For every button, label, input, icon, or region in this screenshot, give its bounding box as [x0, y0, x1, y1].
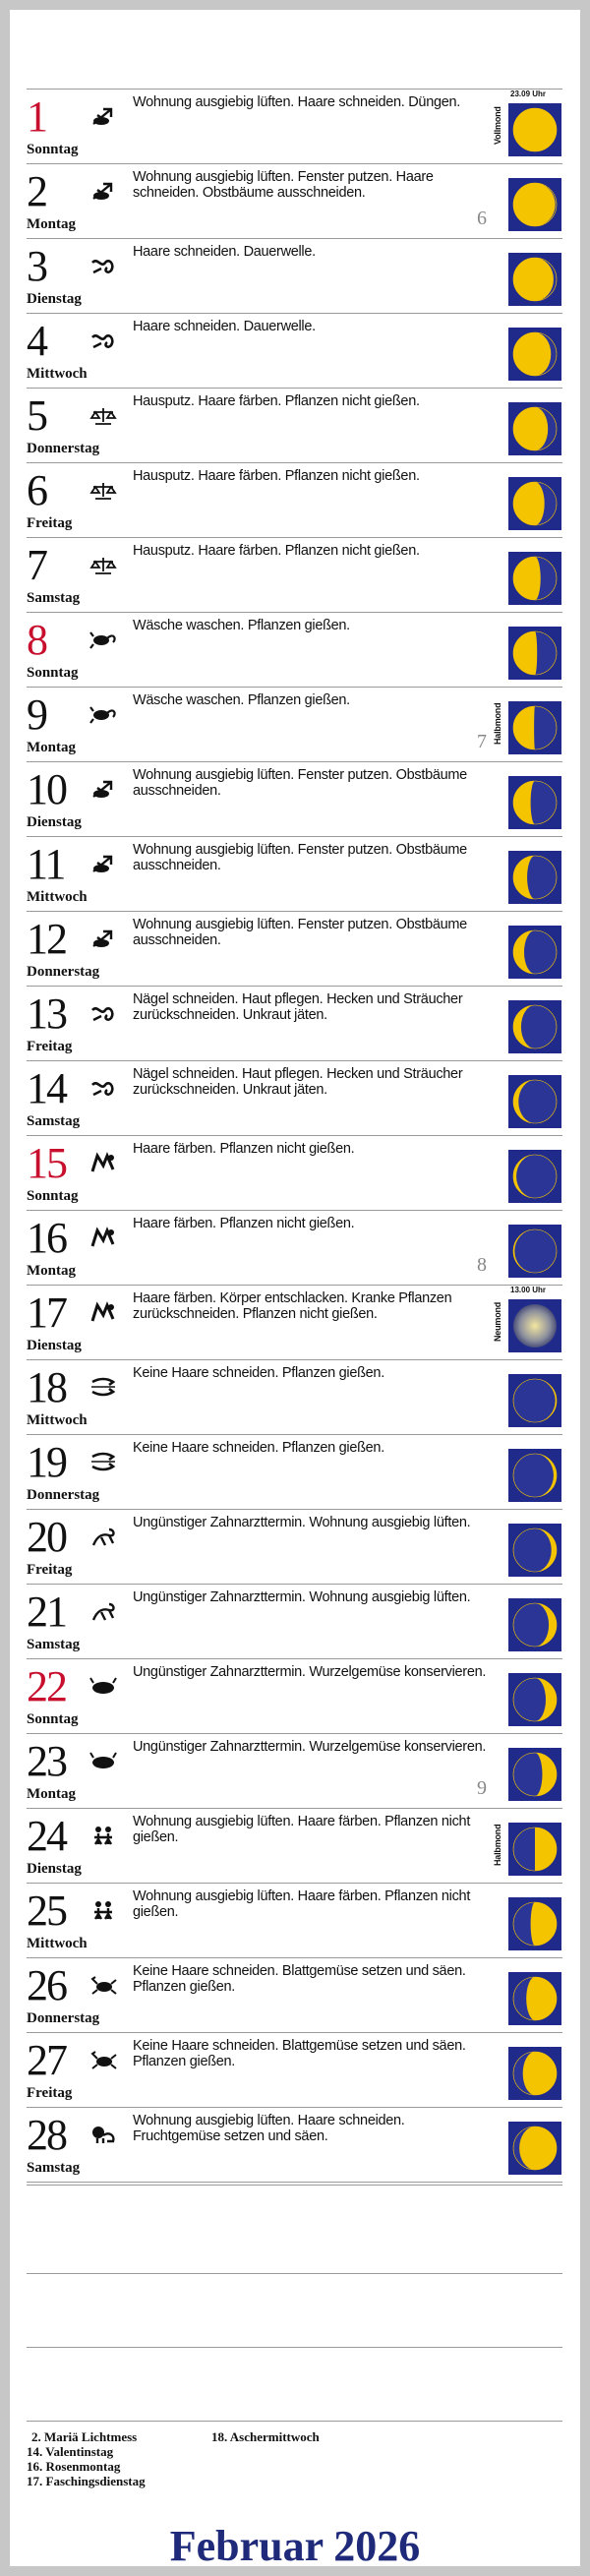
day-number: 15 [27, 1139, 66, 1187]
day-row [27, 463, 562, 538]
day-number: 8 [27, 616, 46, 664]
weekday-label: Sonntag [27, 142, 79, 157]
weekday-label: Mittwoch [27, 1936, 88, 1951]
weekday-label: Samstag [27, 1637, 81, 1652]
day-tip: Hausputz. Haare färben. Pflanzen nicht gießen. [133, 543, 420, 559]
weekday-label: Montag [27, 740, 76, 755]
day-row [27, 688, 562, 762]
day-tip: Wohnung ausgiebig lüften. Fenster putzen. Haare schneiden. Obstbäume ausschneiden. [133, 169, 434, 201]
day-tip: Ungünstiger Zahnarzttermin. Wohnung ausgiebig lüften. [133, 1515, 471, 1530]
day-number: 3 [27, 242, 46, 290]
pisces-icon [88, 1376, 118, 1398]
day-number: 16 [27, 1214, 66, 1262]
day-number: 9 [27, 690, 46, 739]
capricorn-icon [88, 1002, 118, 1024]
day-number: 25 [27, 1887, 66, 1935]
aquarius-icon [88, 1152, 118, 1173]
day-row [27, 1136, 562, 1211]
day-tip: Wohnung ausgiebig lüften. Fenster putzen. Obstbäume ausschneiden. [133, 842, 467, 873]
day-row [27, 1659, 562, 1734]
moon-phase-icon [508, 103, 561, 156]
day-tip: Wäsche waschen. Pflanzen gießen. [133, 618, 350, 633]
moon-phase-icon [508, 2047, 561, 2100]
day-row [27, 239, 562, 314]
day-number: 22 [27, 1662, 66, 1710]
moon-phase-icon [508, 1299, 561, 1352]
blank-line [27, 2185, 562, 2186]
day-tip: Wohnung ausgiebig lüften. Haare schneiden. Fruchtgemüse setzen und säen. [133, 2113, 405, 2144]
capricorn-icon [88, 329, 118, 351]
moon-phase-icon [508, 552, 561, 605]
weekday-label: Dienstag [27, 291, 82, 307]
scorpio-icon [88, 703, 118, 725]
holiday-item: 2. Mariä Lichtmess [31, 2429, 138, 2444]
moon-phase-label: Halbmond [493, 702, 502, 746]
moon-phase-icon [508, 477, 561, 530]
taurus-icon [88, 1675, 118, 1697]
day-tip: Keine Haare schneiden. Blattgemüse setzen und säen. Pflanzen gießen. [133, 1963, 466, 1995]
sagittarius-icon [88, 853, 118, 874]
moon-phase-icon [508, 1972, 561, 2025]
weekday-label: Montag [27, 216, 76, 232]
weekday-label: Montag [27, 1786, 76, 1802]
day-tip: Ungünstiger Zahnarzttermin. Wurzelgemüse konservieren. [133, 1664, 487, 1680]
moon-phase-icon [508, 1225, 561, 1278]
day-number: 5 [27, 391, 46, 440]
moon-phase-label: Vollmond [493, 106, 502, 146]
day-tip: Ungünstiger Zahnarzttermin. Wurzelgemüse konservieren. [133, 1739, 487, 1755]
sagittarius-icon [88, 180, 118, 202]
day-row [27, 2033, 562, 2108]
weekday-label: Dienstag [27, 1861, 82, 1877]
frame-left [0, 0, 10, 2576]
day-row [27, 89, 562, 164]
day-number: 26 [27, 1961, 66, 2009]
day-row [27, 538, 562, 613]
moon-phase-icon [508, 1075, 561, 1128]
scorpio-icon [88, 629, 118, 650]
day-row [27, 1510, 562, 1585]
weekday-label: Mittwoch [27, 889, 88, 905]
frame-top [0, 0, 590, 10]
week-number: 6 [477, 208, 487, 229]
capricorn-icon [88, 255, 118, 276]
day-tip: Nägel schneiden. Haut pflegen. Hecken und Sträucher zurückschneiden. Unkraut jäten. [133, 1066, 463, 1098]
day-row [27, 1435, 562, 1510]
month-title: Februar 2026 [169, 2522, 421, 2570]
day-tip: Haare schneiden. Dauerwelle. [133, 319, 316, 334]
day-tip: Wohnung ausgiebig lüften. Fenster putzen. Obstbäume ausschneiden. [133, 917, 467, 948]
moon-phase-icon [508, 1598, 561, 1651]
weekday-label: Sonntag [27, 1188, 79, 1204]
day-row [27, 1734, 562, 1809]
day-tip: Haare schneiden. Dauerwelle. [133, 244, 316, 260]
day-number: 10 [27, 765, 66, 813]
libra-icon [88, 404, 118, 426]
holiday-list [27, 2421, 562, 2488]
day-row [27, 1061, 562, 1136]
day-number: 23 [27, 1737, 66, 1785]
day-number: 18 [27, 1363, 66, 1411]
day-row [27, 987, 562, 1061]
moon-phase-icon [508, 926, 561, 979]
weekday-label: Donnerstag [27, 441, 100, 456]
day-row [27, 1286, 562, 1360]
day-number: 6 [27, 466, 46, 514]
day-tip: Wohnung ausgiebig lüften. Haare schneiden. Düngen. [133, 94, 460, 110]
day-tip: Hausputz. Haare färben. Pflanzen nicht gießen. [133, 468, 420, 484]
day-number: 17 [27, 1288, 66, 1337]
weekday-label: Sonntag [27, 665, 79, 681]
weekday-label: Donnerstag [27, 964, 100, 980]
moon-phase-time: 13.00 Uhr [510, 1286, 547, 1294]
sagittarius-icon [88, 928, 118, 949]
moon-phase-label: Neumond [493, 1301, 502, 1343]
day-row [27, 314, 562, 389]
day-tip: Wohnung ausgiebig lüften. Haare färben. Pflanzen nicht gießen. [133, 1888, 471, 1920]
day-tip: Keine Haare schneiden. Pflanzen gießen. [133, 1440, 384, 1456]
weekday-label: Mittwoch [27, 366, 88, 382]
aquarius-icon [88, 1227, 118, 1248]
day-number: 12 [27, 915, 66, 963]
moon-phase-icon [508, 701, 561, 754]
day-row [27, 1585, 562, 1659]
holiday-item: 17. Faschingsdienstag [27, 2474, 146, 2488]
moon-phase-icon [508, 1748, 561, 1801]
aries-icon [88, 1600, 118, 1622]
day-tip: Wohnung ausgiebig lüften. Haare färben. Pflanzen nicht gießen. [133, 1814, 471, 1845]
day-row [27, 164, 562, 239]
weekday-label: Freitag [27, 2085, 73, 2101]
weekday-label: Dienstag [27, 814, 82, 830]
aries-icon [88, 1526, 118, 1547]
moon-phase-icon [508, 402, 561, 455]
capricorn-icon [88, 1077, 118, 1099]
holiday-item: 18. Aschermittwoch [211, 2429, 320, 2444]
day-tip: Haare färben. Körper entschlacken. Kranke Pflanzen zurückschneiden. Pflanzen nicht gießen. [133, 1290, 452, 1322]
week-number: 7 [477, 731, 487, 752]
day-number: 20 [27, 1513, 66, 1561]
weekday-label: Freitag [27, 1039, 73, 1054]
day-row [27, 1211, 562, 1286]
day-number: 1 [27, 92, 46, 141]
weekday-label: Freitag [27, 515, 73, 531]
moon-phase-icon [508, 627, 561, 680]
day-row [27, 837, 562, 912]
moon-phase-icon [508, 1524, 561, 1577]
moon-phase-time: 23.09 Uhr [510, 90, 547, 98]
weekday-label: Samstag [27, 2160, 81, 2176]
day-list [27, 89, 562, 2183]
moon-phase-icon [508, 1000, 561, 1053]
cancer-icon [88, 1974, 118, 1996]
day-row [27, 762, 562, 837]
weekday-label: Donnerstag [27, 1487, 100, 1503]
aquarius-icon [88, 1301, 118, 1323]
day-number: 21 [27, 1588, 66, 1636]
moon-phase-icon [508, 2122, 561, 2175]
day-tip: Hausputz. Haare färben. Pflanzen nicht gießen. [133, 393, 420, 409]
libra-icon [88, 479, 118, 501]
day-number: 11 [27, 840, 65, 888]
week-number: 8 [477, 1254, 487, 1276]
day-tip: Nägel schneiden. Haut pflegen. Hecken und Sträucher zurückschneiden. Unkraut jäten. [133, 991, 463, 1023]
day-number: 27 [27, 2036, 66, 2084]
holiday-item: 14. Valentinstag [27, 2444, 114, 2459]
day-number: 28 [27, 2111, 66, 2159]
day-tip: Wäsche waschen. Pflanzen gießen. [133, 692, 350, 708]
moon-phase-icon [508, 1673, 561, 1726]
day-row [27, 389, 562, 463]
day-tip: Keine Haare schneiden. Pflanzen gießen. [133, 1365, 384, 1381]
moon-phase-icon [508, 178, 561, 231]
leo-icon [88, 2124, 118, 2145]
weekday-label: Donnerstag [27, 2010, 100, 2026]
day-row [27, 912, 562, 987]
weekday-label: Montag [27, 1263, 76, 1279]
day-row [27, 1884, 562, 1958]
moon-phase-icon [508, 1897, 561, 1950]
moon-phase-label: Halbmond [493, 1824, 502, 1867]
day-number: 19 [27, 1438, 66, 1486]
day-tip: Haare färben. Pflanzen nicht gießen. [133, 1216, 355, 1231]
day-row [27, 1809, 562, 1884]
weekday-label: Samstag [27, 590, 81, 606]
weekday-label: Sonntag [27, 1711, 79, 1727]
day-number: 14 [27, 1064, 66, 1112]
holiday-item: 16. Rosenmontag [27, 2459, 121, 2474]
sagittarius-icon [88, 105, 118, 127]
blank-line [27, 2273, 562, 2274]
moon-phase-icon [508, 776, 561, 829]
moon-phase-icon [508, 253, 561, 306]
day-number: 2 [27, 167, 46, 215]
day-row [27, 2108, 562, 2183]
day-number: 4 [27, 317, 46, 365]
day-tip: Keine Haare schneiden. Blattgemüse setzen und säen. Pflanzen gießen. [133, 2038, 466, 2069]
weekday-label: Samstag [27, 1113, 81, 1129]
moon-phase-icon [508, 328, 561, 381]
day-number: 24 [27, 1812, 66, 1860]
libra-icon [88, 554, 118, 575]
weekday-label: Freitag [27, 1562, 73, 1578]
gemini-icon [88, 1899, 118, 1921]
moon-phase-icon [508, 851, 561, 904]
day-row [27, 613, 562, 688]
sagittarius-icon [88, 778, 118, 800]
moon-phase-icon [508, 1449, 561, 1502]
gemini-icon [88, 1825, 118, 1846]
weekday-label: Mittwoch [27, 1412, 88, 1428]
day-row [27, 1360, 562, 1435]
frame-right [580, 0, 590, 2576]
weekday-label: Dienstag [27, 1338, 82, 1353]
day-number: 13 [27, 989, 66, 1038]
week-number: 9 [477, 1777, 487, 1799]
day-tip: Wohnung ausgiebig lüften. Fenster putzen. Obstbäume ausschneiden. [133, 767, 467, 799]
pisces-icon [88, 1451, 118, 1472]
moon-phase-icon [508, 1374, 561, 1427]
cancer-icon [88, 2049, 118, 2070]
moon-phase-icon [508, 1150, 561, 1203]
day-row [27, 1958, 562, 2033]
blank-line [27, 2347, 562, 2348]
day-tip: Haare färben. Pflanzen nicht gießen. [133, 1141, 355, 1157]
day-tip: Ungünstiger Zahnarzttermin. Wohnung ausgiebig lüften. [133, 1589, 471, 1605]
moon-phase-icon [508, 1823, 561, 1876]
taurus-icon [88, 1750, 118, 1771]
day-number: 7 [27, 541, 46, 589]
